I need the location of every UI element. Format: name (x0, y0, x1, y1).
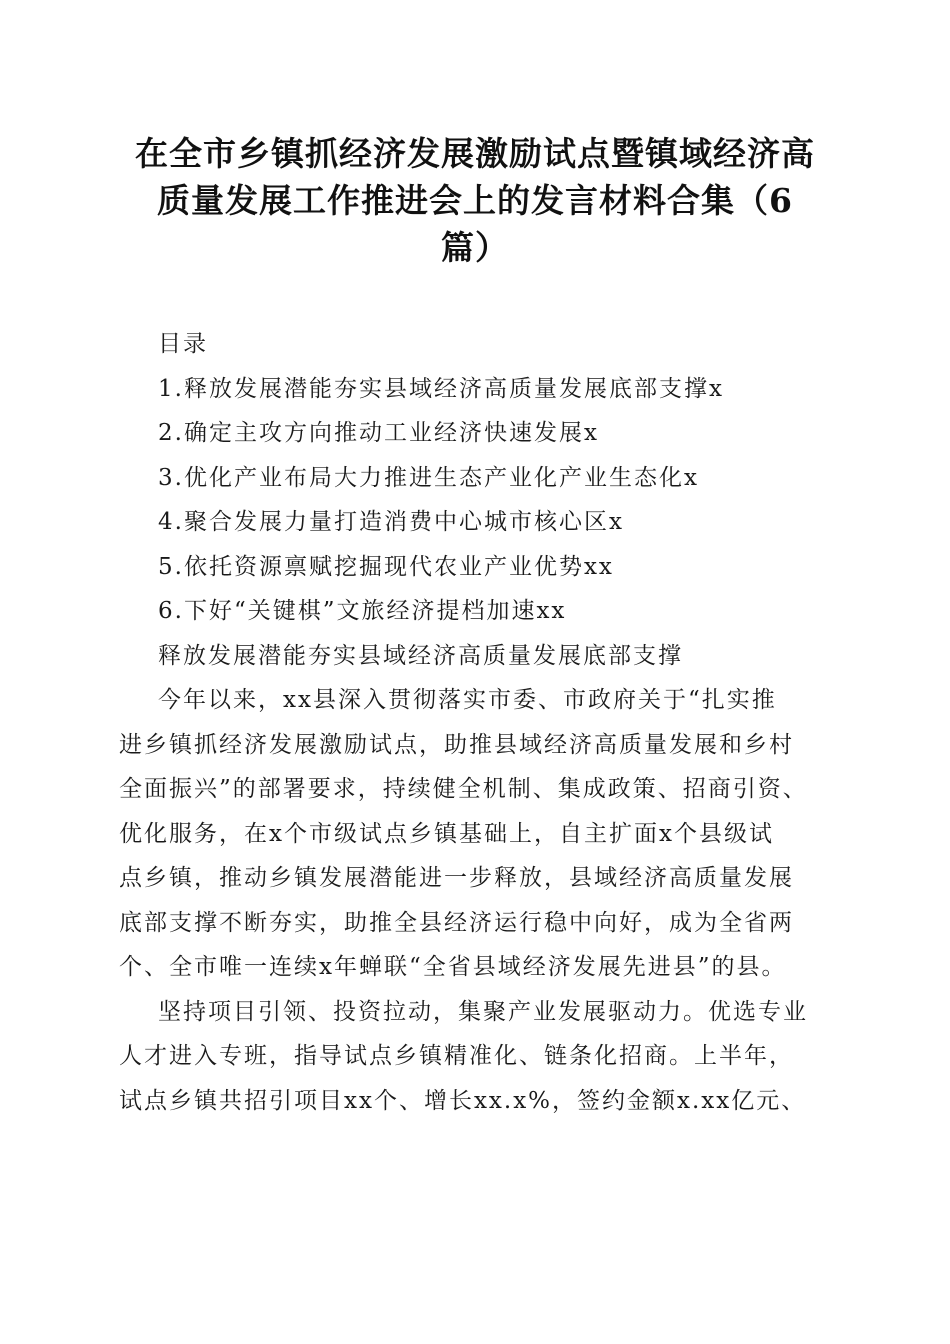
title-line-1: 在全市乡镇抓经济发展激励试点暨镇域经济高 (135, 134, 815, 173)
document-title (100, 130, 850, 271)
document-body (119, 322, 839, 1123)
paragraph-line: 人才进入专班，指导试点乡镇精准化、链条化招商。上半年， (119, 1043, 794, 1069)
title-line-3: 篇） (441, 228, 509, 267)
paragraph-line: 进乡镇抓经济发展激励试点，助推县域经济高质量发展和乡村 (119, 731, 794, 758)
toc-item: 4.聚合发展力量打造消费中心城市核心区x (158, 509, 624, 535)
paragraph-line: 试点乡镇共招引项目xx个、增长xx.x%，签约金额x.xx亿元、 (119, 1087, 807, 1114)
toc-item: 1.释放发展潜能夯实县域经济高质量发展底部支撑x (158, 375, 724, 402)
toc-item: 3.优化产业布局大力推进生态产业化产业生态化x (158, 464, 699, 491)
toc-item: 5.依托资源禀赋挖掘现代农业产业优势xx (158, 553, 614, 580)
paragraph-line: 全面振兴”的部署要求，持续健全机制、集成政策、招商引资、 (119, 776, 808, 802)
section-heading: 释放发展潜能夯实县域经济高质量发展底部支撑 (158, 642, 683, 669)
toc-item: 6.下好“关键棋”文旅经济提档加速xx (158, 598, 567, 624)
paragraph-line: 优化服务，在x个市级试点乡镇基础上，自主扩面x个县级试 (119, 820, 774, 847)
paragraph-line: 坚持项目引领、投资拉动，集聚产业发展驱动力。优选专业 (158, 998, 808, 1025)
toc-item: 2.确定主攻方向推动工业经济快速发展x (158, 420, 599, 446)
paragraph-line: 点乡镇，推动乡镇发展潜能进一步释放，县域经济高质量发展 (119, 865, 794, 891)
title-line-2: 质量发展工作推进会上的发言材料合集（6 (157, 181, 793, 220)
paragraph-line: 个、全市唯一连续x年蝉联“全省县域经济发展先进县”的县。 (119, 954, 787, 980)
paragraph-line: 底部支撑不断夯实，助推全县经济运行稳中向好，成为全省两 (119, 909, 794, 936)
toc-heading: 目录 (158, 331, 208, 357)
paragraph-line: 今年以来，xx县深入贯彻落实市委、市政府关于“扎实推 (158, 687, 777, 713)
